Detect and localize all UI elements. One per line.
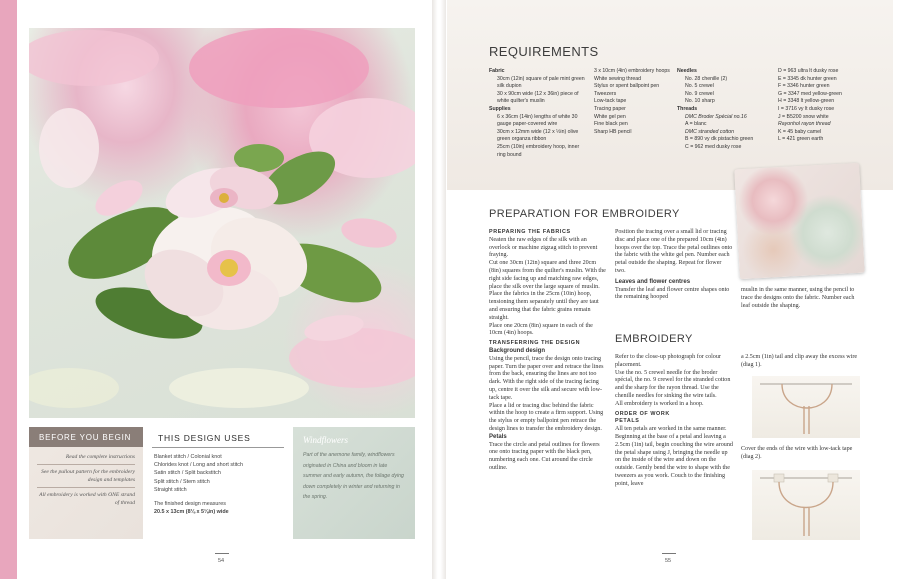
emb-p1: Refer to the close-up photograph for colour placement. [615,354,721,368]
requirements-heading: REQUIREMENTS [489,44,599,59]
windflower-illustration [29,28,415,418]
stitch-item: Satin stitch / Split backstitch [154,470,221,477]
preparation-col-2 [615,229,733,302]
threads-label: Threads [677,105,698,112]
diagram-1-wire-petal [752,376,860,438]
rayon-colours: K = 45 baby camel L = 421 green earth [778,128,824,143]
prep-p4: Using the pencil, trace the design onto tracing paper. Turn the paper over and retrace the lines from the back, ensuring the lines are not too dark. With the right side of the tracing facing up, centre it over the silk and secure with low-tack tape. [489,355,604,401]
embroidery-col-3-mid [741,446,859,462]
emb-order-of-work: ORDER OF WORK [615,410,670,417]
prep-background-design: Background design [489,347,546,354]
prep-c2p1: Position the tracing over a small lid or tracing disc and place one of the prepared 10cm (4in) hoops over the top. Trace the petal outlines onto the fabric with the white gel pen. Number each petal outside the shaping. Repeat for flower two. [615,229,733,274]
page-number-rule [215,553,229,554]
stitch-item: Split stitch / Stem stitch [154,478,210,485]
prep-sub-fabrics: PREPARING THE FABRICS [489,229,571,235]
stitch-item: Chlorides knot / Long and short stitch [154,462,243,469]
wire-petal-sketch-2 [752,470,860,540]
page-gutter [432,0,446,579]
emb-petals: PETALS [615,418,640,425]
pink-page-edge [0,0,17,579]
prep-p6: Trace the circle and petal outlines for flowers one onto tracing paper with the black pen, numbering each one. Cut around the circle outline. [489,441,600,471]
prep-p3: Place one 20cm (8in) square in each of the 10cm (4in) hoops. [489,322,593,337]
windflowers-heading: Windflowers [303,435,349,445]
windflowers-text: Part of the anemone family, windflowers originated in China and bloom in late summer and early autumn, the foliage dying down completely in winter and returning in the spring. [303,452,404,501]
emb-c3p1: a 2.5cm (1in) tail and clip away the excess wire (diag 1). [741,354,858,368]
before-you-begin-panel [29,427,143,539]
note-one-strand: All embroidery is worked with ONE strand of thread [39,492,135,506]
emb-p3: All embroidery is worked in a hoop. [615,400,704,407]
rayon-label: Rayonhol rayon thread [778,121,831,128]
fabric-label: Fabric [489,68,505,74]
page-number-rule-right [662,553,676,554]
prep-p5: Place a lid or tracing disc behind the fabric within the hoop to create a firm support. Using the stylus or empty ballpoint pen retrace the design lines to transfer the embroidery design. [489,402,604,432]
page-number-right: 55 [665,558,672,564]
preparation-col-1 [489,229,607,473]
stitch-item: Straight stitch [154,486,187,493]
threads-broder: DMC Broder Spécial no.16 [685,113,747,120]
supplies-list: 6 x 36cm (14in) lengths of white 30 gauge paper-covered wire 30cm x 12mm wide (12 x ½in) olive green organza ribbon 25cm (10in) embroidery hoop, inner ring bound [497,113,580,158]
design-uses-heading: THIS DESIGN USES [152,427,284,448]
threads-stranded-items: B = 890 vy dk pistachio green C = 962 med dusky rose [685,136,754,150]
threads-broder-item: A = blanc [685,121,707,128]
note-read-instructions: Read the complete instructions [37,453,135,465]
threads-stranded: DMC stranded cotton [685,128,735,135]
thread-colours: D = 963 ultra lt dusky rose E = 3345 dk hunter green F = 3346 hunter green G = 3347 med yellow-green H = 3348 lt yellow-green I = 3716 vy lt dusky rose J = B5200 snow white [778,68,842,120]
vintage-plates-photo [734,163,865,279]
note-pullout-pattern: See the pullout pattern for the embroidery design and templates [37,468,135,488]
prep-petals: Petals [489,433,507,440]
requirements-col-1 [489,68,589,159]
emb-c3p2: Cover the ends of the wire with low-tack tape (diag 2). [741,446,853,460]
embroidery-heading: EMBROIDERY [615,333,693,345]
emb-p2: Use the no. 5 crewel needle for the broder spécial, the no. 9 crewel for the stranded cotton and the sharp for the rayon thread. Use the chenille needles for sinking the wire tails. [615,369,731,399]
before-you-begin-header [29,427,143,447]
preparation-col-3 [741,287,859,310]
design-uses-panel [148,427,288,539]
prep-sub-transfer: TRANSFERRING THE DESIGN [489,340,581,347]
emb-p5: Beginning at the base of a petal and leaving a 2.5cm (1in) tail, begin couching the wire around the petal shape using J, bringing the needle up on the inside of the wire and down on the outside. Gently bend the wire to shape with the tweezers as you work. Couch to the finishing point, leave [615,433,733,487]
embroidery-col-3-top [741,354,859,370]
stitch-item: Blanket stitch / Colonial knot [154,454,222,460]
windflowers-panel [293,427,415,539]
wire-petal-sketch-1 [752,376,860,438]
needles-list: No. 28 chenille (2) No. 5 crewel No. 9 crewel No. 10 sharp [685,75,728,105]
prep-c3p1: muslin in the same manner, using the pencil to trace the designs onto the fabric. Number each leaf outside the shaping. [741,287,855,309]
before-you-begin-heading: BEFORE YOU BEGIN [39,432,132,442]
measure-value: 20.5 x 13cm (8⅛ x 5⅛in) wide [154,509,229,516]
prep-leaves-centres: Leaves and flower centres [615,278,691,285]
needles-label: Needles [677,68,697,74]
prep-p1: Neaten the raw edges of the silk with an overlock or machine zigzag stitch to prevent fraying. [489,236,598,259]
embroidered-windflower-photo [29,28,415,418]
fabric-list: 30cm (12in) square of pale mint green silk dupion 30 x 90cm wide (12 x 36in) piece of white quilter's muslin [497,75,585,105]
diagram-2-taped-wire [752,470,860,540]
embroidery-col-2 [615,354,733,489]
prep-p2: Cut one 30cm (12in) square and three 20cm (8in) squares from the quilter's muslin. With the right side facing up and matching raw edges, place the silk over the large square of muslin. Place the fabrics in the 25cm (10in) hoop, tensioning them separately until they are taut and ensuring that the fabric grains remain straight. [489,260,606,321]
measure-label: The finished design measures [154,501,226,508]
requirements-col-3 [677,68,772,152]
supplies-label: Supplies [489,105,511,112]
page-number-left: 54 [218,558,225,564]
prep-c2p2: Transfer the leaf and flower centre shapes onto the remaining hooped [615,286,730,301]
emb-p4: All ten petals are worked in the same manner. [615,426,727,433]
requirements-col-4 [778,68,873,144]
requirements-col-2: 3 x 10cm (4in) embroidery hoops White sewing thread Stylus or spent ballpoint pen Tweezers Low-tack tape Tracing paper White gel pen Fine black pen Sharp HB pencil [594,68,670,135]
preparation-heading: PREPARATION FOR EMBROIDERY [489,208,680,220]
